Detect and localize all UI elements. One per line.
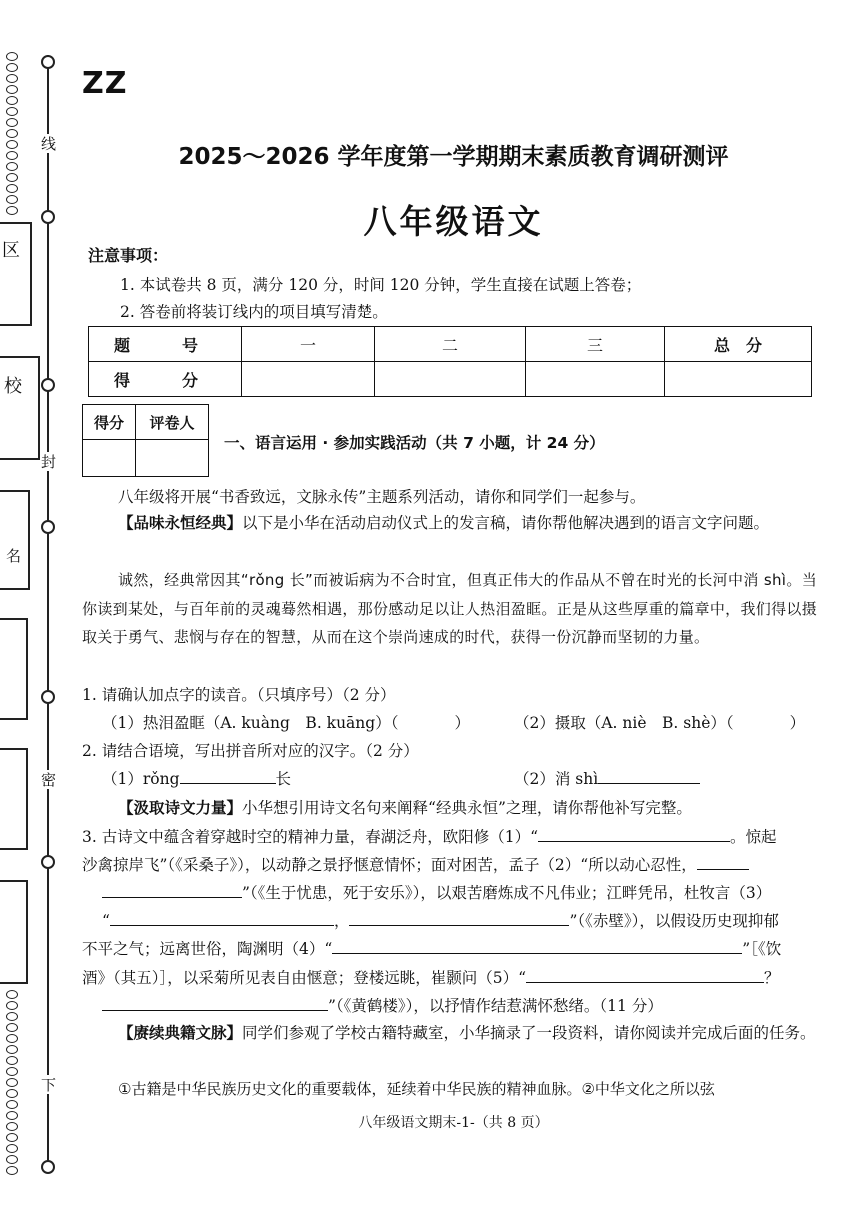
part1-text: 以下是小华在活动启动仪式上的发言稿，请你帮他解决遇到的语言文字问题。 bbox=[242, 514, 770, 532]
part2-tag: 【汲取诗文力量】 bbox=[118, 799, 243, 817]
question-3-line: 酒》（其五）］，以采菊所见表自由惬意；登楼远眺，崔颢问（5）“ ？ bbox=[82, 966, 780, 988]
binding-label: 封 bbox=[39, 454, 57, 469]
grader-score-label: 得分 bbox=[83, 405, 136, 440]
score-cell[interactable] bbox=[526, 362, 665, 397]
binding-dot bbox=[41, 1160, 55, 1174]
question-3-line: ”（《生于忧患，死于安乐》），以艰苦磨炼成不凡伟业；江畔凭吊，杜牧言（3） bbox=[102, 881, 771, 903]
answer-blank[interactable] bbox=[538, 826, 730, 843]
question-1-item-2: （2）摄取（A. niè B. shè）（ ） bbox=[514, 714, 806, 732]
grader-score-cell[interactable] bbox=[83, 440, 136, 477]
page-footer: 八年级语文期末-1-（共 8 页） bbox=[358, 1115, 549, 1131]
question-3-line: 不平之气；远离世俗，陶渊明（4）“ ”［《饮 bbox=[82, 937, 781, 959]
answer-blank[interactable] bbox=[349, 910, 569, 927]
score-cell[interactable] bbox=[665, 362, 812, 397]
binding-label: 下 bbox=[39, 1077, 57, 1092]
section-heading: 一、语言运用 · 参加实践活动（共 7 小题，计 24 分） bbox=[224, 434, 605, 452]
speech-passage: 诚然，经典常因其“rǒng 长”而被诟病为不合时宜，但真正伟大的作品从不曾在时光的长河中消 shì。当你读到某处，与百年前的灵魂蓦然相遇，那份感动足以让人热泪盈眶。正是从这些厚重的篇章中，我们得以摄取关于勇气、悲悯与存在的智慧，从而在这个崇尚速成的时代，获得一份沉静而坚韧的力量。 bbox=[82, 571, 817, 646]
answer-blank[interactable] bbox=[526, 967, 764, 984]
answer-blank[interactable] bbox=[180, 768, 276, 785]
binding-label: 密 bbox=[39, 772, 57, 787]
question-1: 1. 请确认加点字的读音。（只填序号）（2 分） bbox=[82, 686, 396, 704]
answer-blank[interactable] bbox=[598, 768, 700, 785]
question-2: 2. 请结合语境，写出拼音所对应的汉字。（2 分） bbox=[82, 742, 419, 760]
binding-dot bbox=[41, 520, 55, 534]
binding-label: 线 bbox=[39, 136, 57, 151]
part1-tag: 【品味永恒经典】 bbox=[118, 514, 243, 532]
question-2-item-2: （2）消 shì bbox=[514, 767, 700, 789]
question-3-line: ”（《黄鹤楼》），以抒情作结惹满怀愁绪。（11 分） bbox=[102, 994, 663, 1016]
seat-field-box bbox=[0, 880, 28, 984]
score-table-column: 总 分 bbox=[665, 327, 812, 362]
question-2-item-1: （1）rǒng 长 bbox=[102, 767, 291, 789]
question-1-item-1: （1）热泪盈眶（A. kuàng B. kuāng）（ ） bbox=[102, 714, 470, 732]
score-cell[interactable] bbox=[375, 362, 526, 397]
part3-instruction: 【赓续典籍文脉】同学们参观了学校古籍特藏室，小华摘录了一段资料，请你阅读并完成后面的任务。 bbox=[118, 1024, 816, 1042]
question-3-line: 沙禽掠岸飞”（《采桑子》），以动静之景抒惬意情怀；面对困苦，孟子（2）“所以动心忍性， bbox=[82, 853, 749, 875]
question-3-line: “ ， ”（《赤壁》），以假设历史现抑郁 bbox=[102, 909, 779, 931]
score-cell[interactable] bbox=[242, 362, 375, 397]
district-field-label: 区 bbox=[2, 240, 20, 261]
exam-subtitle: 八年级语文 bbox=[363, 202, 544, 241]
score-table-column: 二 bbox=[375, 327, 526, 362]
notes-heading: 注意事项： bbox=[88, 246, 169, 265]
school-field-label: 校 bbox=[4, 376, 22, 397]
exam-title: 2025～2026 学年度第一学期期末素质教育调研测评 bbox=[178, 144, 729, 170]
notes-item: 2. 答卷前将装订线内的项目填写清楚。 bbox=[120, 303, 388, 321]
notes-item: 1. 本试卷共 8 页，满分 120 分，时间 120 分钟，学生直接在试题上答卷； bbox=[120, 276, 642, 294]
binding-holes-top bbox=[2, 52, 26, 217]
grader-name-label: 评卷人 bbox=[136, 405, 209, 440]
binding-dot bbox=[41, 855, 55, 869]
exam-mark: ZZ bbox=[82, 66, 128, 101]
score-table-column: 三 bbox=[526, 327, 665, 362]
binding-margin bbox=[0, 0, 70, 1226]
binding-dot bbox=[41, 378, 55, 392]
answer-blank[interactable] bbox=[332, 938, 742, 955]
score-table-row-label: 得 分 bbox=[89, 362, 242, 397]
answer-blank[interactable] bbox=[110, 910, 334, 927]
name-field-box bbox=[0, 490, 30, 590]
class-field-box bbox=[0, 748, 28, 850]
grader-box bbox=[82, 404, 209, 477]
binding-dot bbox=[41, 690, 55, 704]
score-table-column: 一 bbox=[242, 327, 375, 362]
part1-instruction bbox=[82, 509, 817, 538]
activity-intro: 八年级将开展“书香致远，文脉永传”主题系列活动，请你和同学们一起参与。 bbox=[118, 488, 646, 506]
part2-instruction: 【汲取诗文力量】小华想引用诗文名句来阐释“经典永恒”之理，请你帮他补写完整。 bbox=[118, 799, 692, 817]
grader-name-cell[interactable] bbox=[136, 440, 209, 477]
binding-dot bbox=[41, 55, 55, 69]
part3-tag: 【赓续典籍文脉】 bbox=[118, 1024, 243, 1042]
excerpt-text: ①古籍是中华民族历史文化的重要载体，延续着中华民族的精神血脉。②中华文化之所以弦 bbox=[118, 1080, 715, 1098]
score-table bbox=[88, 326, 812, 397]
name-field-label: 名 bbox=[6, 547, 22, 565]
binding-holes-bottom bbox=[2, 990, 26, 1177]
answer-blank[interactable] bbox=[697, 854, 749, 871]
answer-blank[interactable] bbox=[102, 882, 242, 899]
question-3-line: 3. 古诗文中蕴含着穿越时空的精神力量，春湖泛舟，欧阳修（1）“ 。惊起 bbox=[82, 825, 777, 847]
id-field-box bbox=[0, 618, 28, 720]
answer-blank[interactable] bbox=[102, 995, 328, 1012]
score-table-row-label: 题 号 bbox=[89, 327, 242, 362]
